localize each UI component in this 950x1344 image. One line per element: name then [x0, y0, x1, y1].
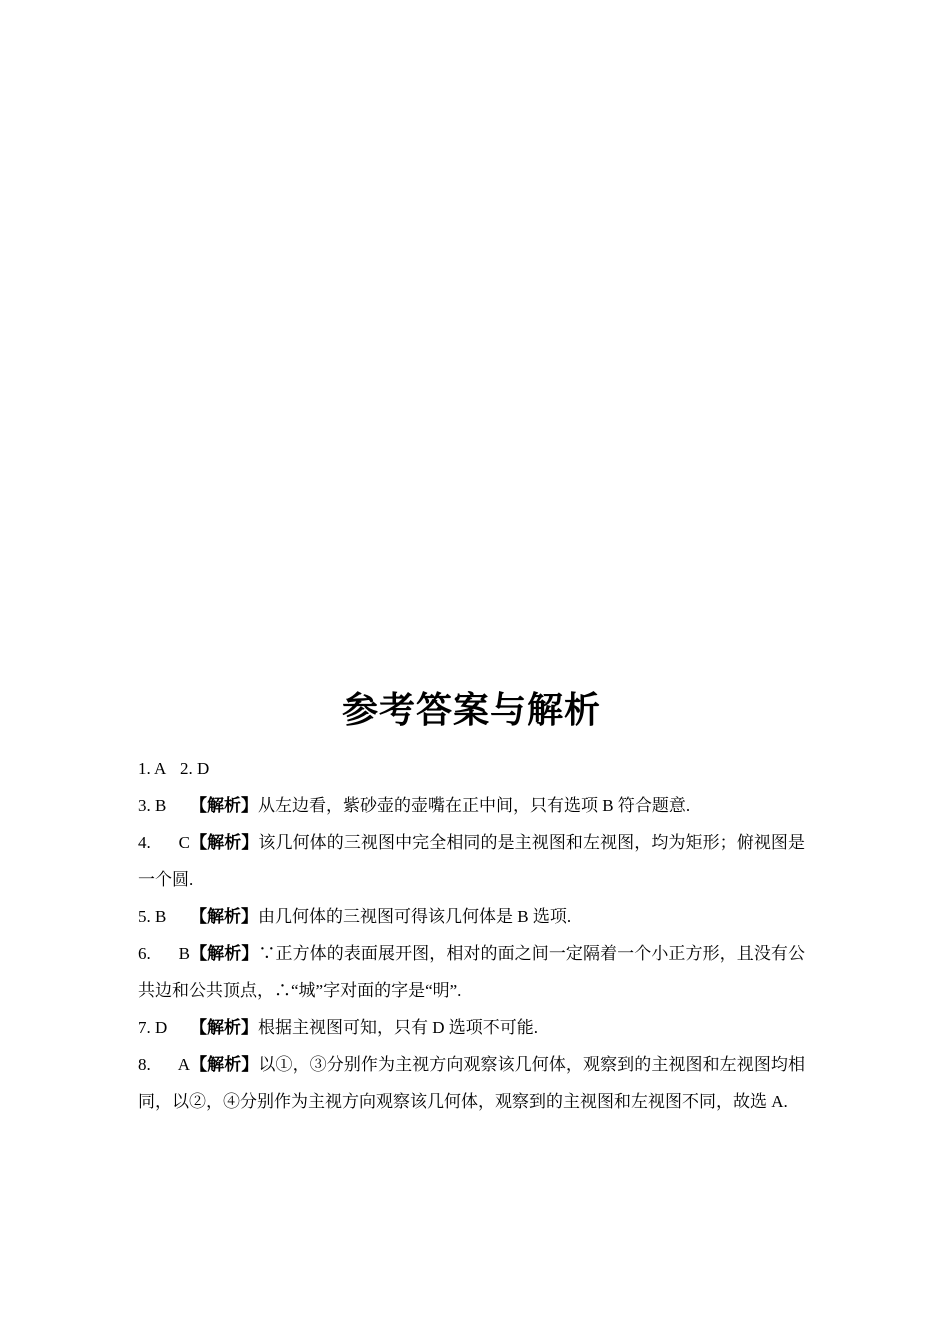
answer-6-text-line2: 共边和公共顶点，∴“城”字对面的字是“明”.	[138, 981, 462, 1000]
answer-line-6-continuation	[138, 972, 805, 1009]
answer-line-4	[138, 824, 805, 861]
answer-line-1-2	[138, 750, 805, 787]
analysis-label: 【解析】	[190, 833, 259, 852]
answer-8-number: 8. A	[138, 1055, 190, 1074]
answer-1: 1. A	[138, 759, 167, 778]
answer-line-8-continuation	[138, 1083, 805, 1120]
answer-8-text-line1: 以①，③分别作为主视方向观察该几何体，观察到的主视图和左视图均相	[258, 1055, 806, 1074]
answer-5-text: 由几何体的三视图可得该几何体是 B 选项.	[258, 907, 572, 926]
answer-7-text: 根据主视图可知，只有 D 选项不可能.	[258, 1018, 539, 1037]
answer-line-6	[138, 935, 805, 972]
answer-6-number: 6. B	[138, 944, 190, 963]
answer-line-7	[138, 1009, 805, 1046]
answer-4-text-line1: 该几何体的三视图中完全相同的是主视图和左视图，均为矩形；俯视图是	[258, 833, 806, 852]
answer-8-text-line2: 同，以②，④分别作为主视方向观察该几何体，观察到的主视图和左视图不同，故选 A.	[138, 1092, 788, 1111]
answer-2: 2. D	[180, 759, 210, 778]
answer-line-3	[138, 787, 805, 824]
answer-3-text: 从左边看，紫砂壶的壶嘴在正中间，只有选项 B 符合题意.	[258, 796, 691, 815]
analysis-label: 【解析】	[190, 796, 258, 815]
analysis-label: 【解析】	[190, 1055, 259, 1074]
answer-line-4-continuation	[138, 861, 805, 898]
page-title: 参考答案与解析	[341, 690, 601, 730]
answer-line-5	[138, 898, 805, 935]
answer-5-number: 5. B	[138, 907, 167, 926]
answer-3-number: 3. B	[138, 796, 167, 815]
answer-4-number: 4. C	[138, 833, 190, 852]
analysis-label: 【解析】	[190, 907, 258, 926]
analysis-label: 【解析】	[190, 944, 259, 963]
answer-4-text-line2: 一个圆.	[138, 870, 194, 889]
answer-7-number: 7. D	[138, 1018, 168, 1037]
answer-line-8	[138, 1046, 805, 1083]
analysis-label: 【解析】	[190, 1018, 258, 1037]
answer-6-text-line1: ∵正方体的表面展开图，相对的面之间一定隔着一个小正方形，且没有公	[258, 944, 806, 963]
